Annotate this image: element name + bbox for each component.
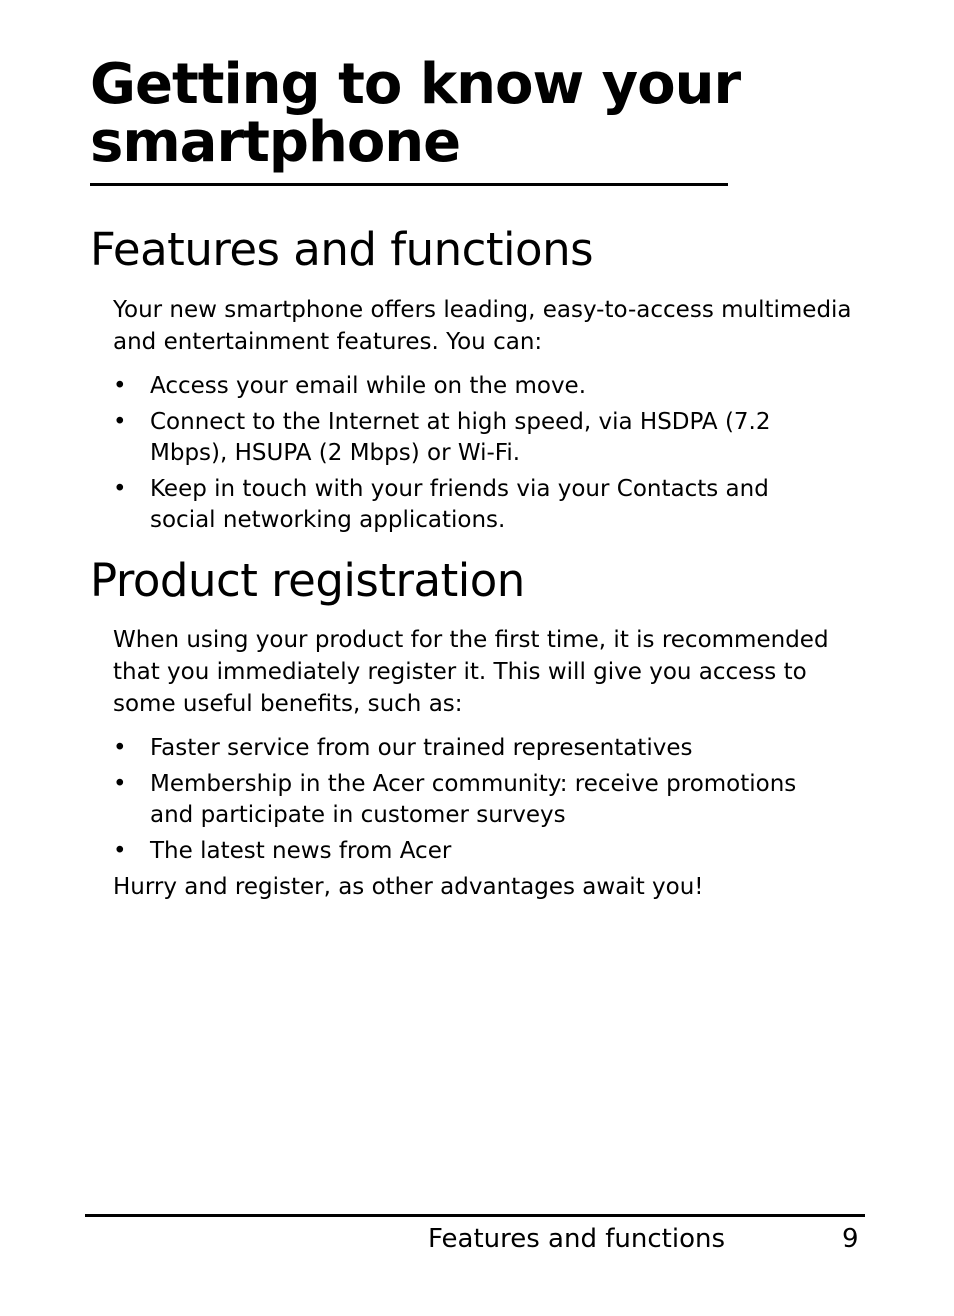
footer-section-label: Features and functions [428, 1224, 725, 1254]
registration-item-text: Membership in the Acer community: receive promotions and participate in customer surveys [150, 770, 797, 828]
chapter-title: Getting to know your smartphone [90, 52, 741, 175]
features-list-item [113, 474, 833, 537]
registration-list-item [113, 733, 833, 765]
bullet-icon: • [113, 373, 127, 399]
bullet-icon: • [113, 770, 127, 797]
bullet-icon: • [113, 408, 127, 435]
bullet-icon: • [113, 735, 127, 761]
features-item-text: Connect to the Internet at high speed, via HSDPA (7.2 Mbps), HSUPA (2 Mbps) or Wi-Fi. [150, 408, 771, 466]
features-list-item [113, 371, 833, 403]
registration-list [113, 733, 833, 871]
registration-item-text: The latest news from Acer [150, 837, 452, 864]
footer-rule [85, 1214, 865, 1217]
features-intro: Your new smartphone offers leading, easy-to-access multimedia and entertainment features. You can: [113, 297, 852, 355]
registration-list-item [113, 769, 833, 832]
bullet-icon: • [113, 837, 127, 864]
chapter-title-rule [90, 183, 728, 186]
features-list [113, 371, 833, 541]
features-item-text: Keep in touch with your friends via your Contacts and social networking applications. [150, 475, 769, 533]
registration-intro: When using your product for the first time, it is recommended that you immediately register it. This will give you access to some useful benefits, such as: [113, 627, 829, 717]
features-item-text: Access your email while on the move. [150, 373, 587, 399]
registration-list-item [113, 836, 833, 868]
features-heading: Features and functions [90, 223, 594, 276]
registration-item-text: Faster service from our trained representatives [150, 735, 693, 761]
footer-page-number: 9 [842, 1224, 859, 1254]
registration-closing: Hurry and register, as other advantages await you! [113, 874, 704, 900]
registration-heading: Product registration [90, 554, 525, 607]
bullet-icon: • [113, 475, 127, 502]
features-list-item [113, 407, 833, 470]
